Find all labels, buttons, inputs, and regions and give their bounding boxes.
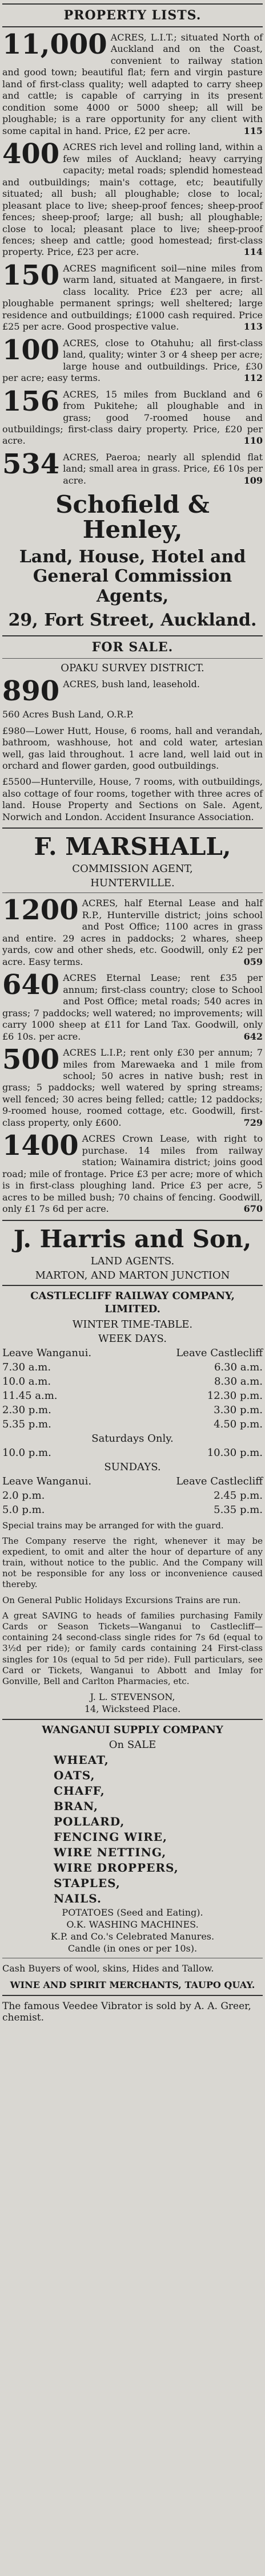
divider [2, 1285, 263, 1286]
note: A great SAVING to heads of families purchasing Family Cards or Season Tickets—Wanganui to Castlecliff—containing 24 second-class single rides for 7s 6d (equal to 3½d per ride); or family cards containing 24 First-class singles for 10s (equal to 5d per ride). Full particulars, see Card or Tickets, Wanganui to Abbott and Imlay for Gonville, Bell and Carlton Pharmacies, etc. [2, 1610, 263, 1686]
sale-ad: £980—Lower Hutt, House, 6 rooms, hall and verandah, bathroom, washhouse, hot and cold water, artesian well, gas laid throughout. 1 acre land, well laid out in orchard and flower garden, good outbuildings. [2, 725, 263, 771]
ad-text: ACRES L.I.P.; rent only £30 per annum; 7 miles from Marewaeka and 1 mile from school; 50 acres in native bush; rest in grass; 5 paddocks; well watered by spring streams; well fenced; 30 acres being felled; cattle; 12 paddocks; 9-roomed house, roomed cottage, etc. Goodwill, first-class property, only £600. [2, 1047, 263, 1128]
divider [2, 658, 263, 659]
ad-text: ACRES, half Eternal Lease and half R.P., Hunterville district; joins school and Post Office; 1100 acres in grass and entire. 29 acres in paddocks; 2 whares, sheep yards, cow and other sheds, etc. Goodwill, only £2 per acre. Easy terms. [2, 898, 263, 967]
departure-time: 2.30 p.m. [2, 1403, 51, 1416]
acre-number: 11,000 [2, 29, 107, 60]
marshall-ad [2, 1130, 263, 1215]
departure-time: 2.0 p.m. [2, 1489, 45, 1502]
agent-name: Schofield & Henley, [55, 490, 210, 544]
sale-ad: £5500—Hunterville, House, 7 rooms, with outbuildings, also cottage of four rooms, together with three acres of land. House Property and Sections on Sale. Agent, Norwich and London. Accident Insurance Association. [2, 776, 263, 822]
supply-item: STAPLES, [54, 1876, 121, 1891]
property-ads [2, 29, 263, 486]
acre-number: 100 [2, 334, 60, 366]
ad-ref: 114 [243, 246, 263, 258]
acre-number: 890 [2, 675, 60, 707]
property-ad [2, 385, 263, 447]
timetable-title: WINTER TIME-TABLE. [72, 1318, 193, 1330]
for-sale-title: FOR SALE. [91, 639, 174, 655]
divider [2, 1995, 263, 1996]
property-ad [2, 259, 263, 333]
departure-time: 2.45 p.m. [214, 1489, 263, 1502]
railway-header: CASTLECLIFF RAILWAY COMPANY, LIMITED. [30, 1289, 235, 1316]
ad-text: ACRES, bush land, leasehold. [63, 678, 200, 689]
marshall-ad [2, 1044, 263, 1129]
note: On General Public Holidays Excursions Trains are run. [2, 1595, 241, 1605]
candle: Candle (in ones or per 10s). [67, 1942, 198, 1954]
supply-item: WIRE DROPPERS, [54, 1861, 179, 1875]
ad-ref: 642 [243, 1031, 263, 1042]
divider [2, 1719, 263, 1720]
supply-header: WANGANUI SUPPLY COMPANY [42, 1723, 223, 1736]
property-ad [2, 29, 263, 137]
departure-time: 3.30 p.m. [214, 1403, 263, 1416]
timetable-header [2, 1347, 263, 1359]
acre-number: 500 [2, 1044, 60, 1076]
agent-name: J. Harris and Son, [13, 1224, 252, 1253]
district-title: OPAKU SURVEY DISTRICT. [61, 662, 204, 674]
section-title: PROPERTY LISTS. [63, 8, 202, 23]
departure-time: 10.0 a.m. [2, 1375, 51, 1388]
supply-list [2, 1753, 263, 1905]
ad-ref: 115 [243, 125, 263, 136]
ad-text: ACRES, Paeroa; nearly all splendid flat land; small area in grass. Price, £6 10s per acre. [63, 451, 263, 486]
ad-text: ACRES rich level and rolling land, within a few miles of Auckland; heavy carrying capacity; metal roads; splendid homestead and outbuildings; main's cottage, etc; beautifully situated; all bush; all ploughable; close to local; pleasant place to live; sheep-proof fences; sheep-proof fences; sheep-proof; large; all bush; all ploughable; close to local; pleasant place to live; sheep-proof fences; sheep and cattle; good homestead; first-class property. Price, £23 per acre. [2, 141, 263, 258]
on-sale-label: On SALE [109, 1739, 156, 1751]
divider [2, 26, 263, 27]
ad-ref: 670 [243, 1203, 263, 1215]
signoff-name: J. L. STEVENSON, [90, 1691, 175, 1703]
supply-item: WHEAT, [54, 1753, 109, 1767]
departure-time: 7.30 a.m. [2, 1361, 51, 1373]
supply-item: POLLARD, [54, 1815, 125, 1829]
supply-item: BRAN, [54, 1799, 99, 1814]
newspaper-page [2, 3, 263, 2023]
departure-time: 11.45 a.m. [2, 1389, 58, 1402]
left-col-label: Leave Wanganui. [2, 1475, 92, 1487]
acre-number: 534 [2, 448, 60, 480]
ad-text: ACRES, 15 miles from Buckland and 6 from Pukitehe; all ploughable and in grass; good 7-roomed house and outbuildings; first-class dairy property. Price, £20 per acre. [2, 388, 263, 447]
washing-machines: O.K. WASHING MACHINES. [66, 1918, 199, 1930]
ad-ref: 729 [243, 1117, 263, 1128]
ad-ref: 112 [243, 372, 263, 384]
agent-description: Land, House, Hotel and General Commission Agents, [19, 546, 246, 606]
timetable-row [2, 1490, 263, 1502]
supply-item: OATS, [54, 1768, 95, 1783]
divider [2, 827, 263, 829]
property-ad [2, 334, 263, 384]
departure-time: 5.35 p.m. [2, 1418, 51, 1430]
departure-time: 5.35 p.m. [214, 1503, 263, 1516]
top-rule [2, 3, 263, 5]
ad-text: ACRES magnificent soil—nine miles from warm land, situated at Mangaere, in first-class locality. Price £23 per acre; all ploughable permanent springs; well sheltered; large residence and outbuildings; £1000 cash required. Price £25 per acre. Good prospective value. [2, 262, 263, 332]
sale-ad: 560 Acres Bush Land, O.R.P. [2, 709, 134, 720]
divider [2, 1220, 263, 1221]
timetable-row [2, 1418, 263, 1430]
sundays-label: SUNDAYS. [104, 1461, 161, 1473]
agent-location: MARTON, AND MARTON JUNCTION [35, 1269, 230, 1281]
marshall-ad [2, 969, 263, 1042]
note: The Company reserve the right, whenever it may be expedient, to omit and alter the hour of departure of any train, without notice to the public. And the Company will not be responsible for any loss or inconvenience caused thereby. [2, 1535, 263, 1590]
ad-ref: 113 [243, 321, 263, 332]
note: Special trains may be arranged for with the guard. [2, 1520, 224, 1531]
ad-text: ACRES Eternal Lease; rent £35 per annum; first-class country; close to School and Post Office; metal roads; 540 acres in grass; 7 paddocks; well watered; no improvements; will carry 1000 sheep at £11 for Land Tax. Goodwill, only £6 10s. per acre. [2, 972, 263, 1042]
buyers-note: Cash Buyers of wool, skins, Hides and Tallow. [2, 1963, 214, 1974]
acre-number: 1200 [2, 894, 79, 927]
acre-number: 400 [2, 138, 60, 171]
right-col-label: Leave Castlecliff [176, 1475, 263, 1487]
agent-address: 29, Fort Street, Auckland. [8, 610, 257, 631]
right-col-label: Leave Castlecliff [176, 1346, 263, 1359]
timetable-row [2, 1404, 263, 1416]
timetable-row [2, 1447, 263, 1459]
supply-item: WIRE NETTING, [54, 1845, 167, 1860]
marshall-ad [2, 894, 263, 968]
departure-time: 5.0 p.m. [2, 1503, 45, 1516]
divider [2, 635, 263, 636]
agent-title: COMMISSION AGENT, [72, 863, 193, 875]
timetable-row [2, 1361, 263, 1373]
acre-number: 156 [2, 385, 60, 417]
timetable-header [2, 1475, 263, 1487]
ad-ref: 110 [243, 435, 263, 447]
supply-item: CHAFF, [54, 1784, 105, 1798]
departure-time: 12.30 p.m. [207, 1389, 263, 1402]
departure-time: 6.30 a.m. [214, 1361, 263, 1373]
merchants: WINE AND SPIRIT MERCHANTS, TAUPO QUAY. [10, 1979, 255, 1990]
departure-time: 10.0 p.m. [2, 1446, 51, 1459]
departure-time: 10.30 p.m. [207, 1446, 263, 1459]
agent-name: F. MARSHALL, [34, 833, 231, 861]
sale-ad [2, 675, 263, 707]
vibrator-note: The famous Veedee Vibrator is sold by A. A. Greer, chemist. [2, 2000, 251, 2023]
ad-text: ACRES Crown Lease, with right to purchase. 14 miles from railway station; Wainamira district; joins good road; mile of frontage. Price £3 per acre; more of which is in first-class ploughing land. Price £3 per acre, 5 acres to be milled bush; 70 chains of fencing. Goodwill, only £1 7s 6d per acre. [2, 1133, 263, 1215]
property-ad [2, 448, 263, 486]
ad-text: ACRES, close to Otahuhu; all first-class land, quality; winter 3 or 4 sheep per acre; large house and outbuildings. Price, £30 per acre; easy terms. [2, 337, 263, 384]
manures: K.P. and Co.'s Celebrated Manures. [50, 1930, 215, 1942]
timetable-row [2, 1390, 263, 1402]
departure-time: 4.50 p.m. [214, 1418, 263, 1430]
acre-number: 1400 [2, 1130, 79, 1162]
acre-number: 640 [2, 969, 60, 1001]
supply-item: NAILS. [54, 1892, 102, 1906]
ad-ref: 109 [243, 474, 263, 486]
saturdays-label: Saturdays Only. [91, 1432, 174, 1445]
ad-ref: 059 [243, 956, 263, 967]
left-col-label: Leave Wanganui. [2, 1346, 92, 1359]
timetable-row [2, 1376, 263, 1388]
timetable-row [2, 1504, 263, 1516]
acre-number: 150 [2, 259, 60, 291]
agent-location: HUNTERVILLE. [90, 877, 175, 890]
agent-title: LAND AGENTS. [90, 1255, 175, 1267]
departure-time: 8.30 a.m. [214, 1375, 263, 1388]
weekdays-label: WEEK DAYS. [98, 1332, 167, 1345]
supply-item: FENCING WIRE, [54, 1830, 167, 1844]
property-ad [2, 138, 263, 258]
potatoes: POTATOES (Seed and Eating). [62, 1907, 203, 1918]
signoff-address: 14, Wicksteed Place. [84, 1703, 181, 1714]
ad-text: ACRES, L.I.T.; situated North of Auckland and on the Coast, convenient to railway station and good town; beautiful flat; fern and virgin pasture land of first-class quality; well adapted to carry sheep and cattle; is capable of carrying in its present condition some 4000 or 5000 sheep; all will be ploughable; is a rare opportunity for any client with some capital in hand. Price, £2 per acre. [2, 32, 263, 136]
